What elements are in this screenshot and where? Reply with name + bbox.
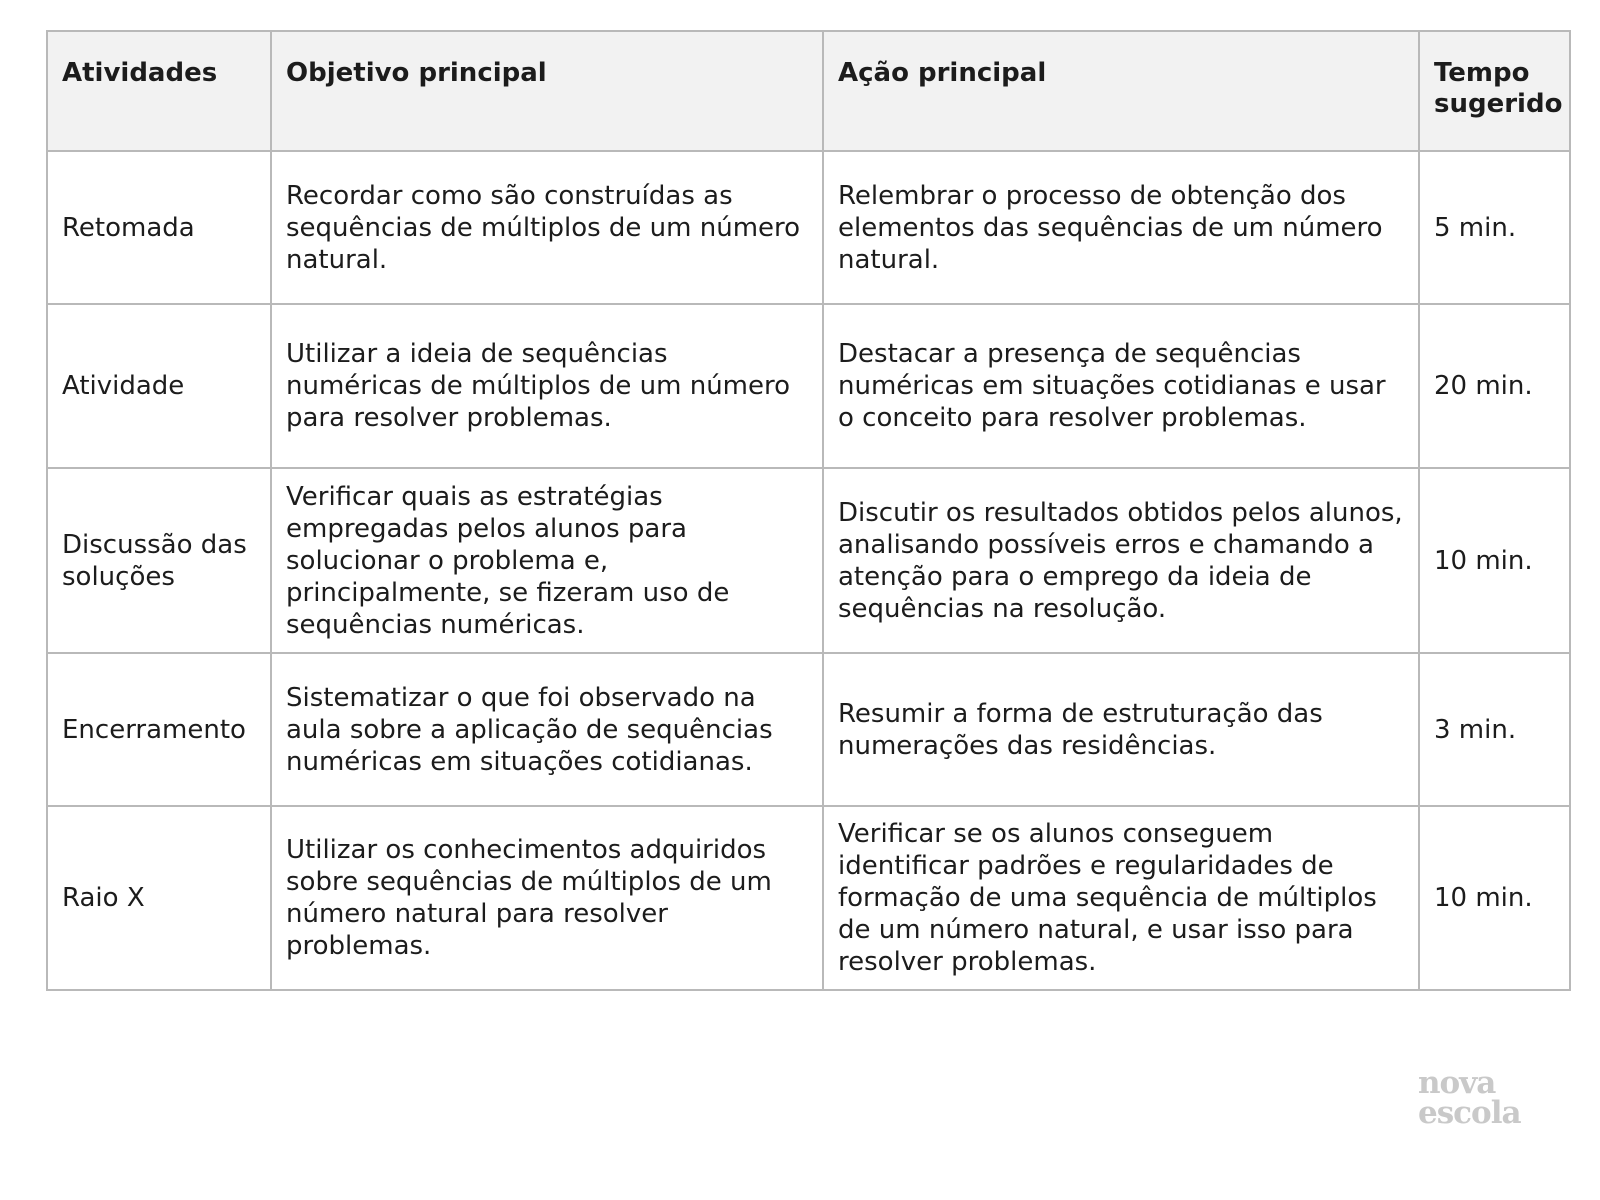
cell-acao: Destacar a presença de sequências numéricas em situações cotidianas e usar o conceito para resolver problemas. bbox=[823, 304, 1419, 468]
table-row bbox=[47, 151, 1570, 304]
cell-objetivo: Verificar quais as estratégias empregadas pelos alunos para solucionar o problema e, principalmente, se fizeram uso de sequências numéricas. bbox=[271, 468, 823, 653]
lesson-plan-table bbox=[46, 30, 1571, 991]
cell-tempo: 3 min. bbox=[1419, 653, 1570, 806]
table-row bbox=[47, 653, 1570, 806]
nova-escola-logo bbox=[1418, 1065, 1538, 1131]
header-tempo-sugerido: Tempo sugerido bbox=[1419, 31, 1570, 151]
cell-tempo: 10 min. bbox=[1419, 468, 1570, 653]
header-objetivo-principal: Objetivo principal bbox=[271, 31, 823, 151]
cell-acao: Resumir a forma de estruturação das numerações das residências. bbox=[823, 653, 1419, 806]
cell-atividade: Raio X bbox=[47, 806, 271, 990]
logo-line-2: escola bbox=[1418, 1095, 1521, 1131]
table-row bbox=[47, 806, 1570, 990]
logo-line-1: nova bbox=[1418, 1065, 1496, 1101]
table-header bbox=[47, 31, 1570, 151]
table-row bbox=[47, 304, 1570, 468]
cell-atividade: Encerramento bbox=[47, 653, 271, 806]
cell-tempo: 20 min. bbox=[1419, 304, 1570, 468]
cell-objetivo: Utilizar os conhecimentos adquiridos sobre sequências de múltiplos de um número natural para resolver problemas. bbox=[271, 806, 823, 990]
cell-acao: Relembrar o processo de obtenção dos elementos das sequências de um número natural. bbox=[823, 151, 1419, 304]
header-atividades: Atividades bbox=[47, 31, 271, 151]
cell-atividade: Atividade bbox=[47, 304, 271, 468]
table-body bbox=[47, 151, 1570, 990]
cell-acao: Discutir os resultados obtidos pelos alunos, analisando possíveis erros e chamando a atenção para o emprego da ideia de sequências na resolução. bbox=[823, 468, 1419, 653]
cell-objetivo: Utilizar a ideia de sequências numéricas de múltiplos de um número para resolver problemas. bbox=[271, 304, 823, 468]
header-acao-principal: Ação principal bbox=[823, 31, 1419, 151]
header-row bbox=[47, 31, 1570, 151]
cell-tempo: 10 min. bbox=[1419, 806, 1570, 990]
cell-acao: Verificar se os alunos conseguem identificar padrões e regularidades de formação de uma sequência de múltiplos de um número natural, e usar isso para resolver problemas. bbox=[823, 806, 1419, 990]
cell-objetivo: Recordar como são construídas as sequências de múltiplos de um número natural. bbox=[271, 151, 823, 304]
cell-atividade: Retomada bbox=[47, 151, 271, 304]
cell-tempo: 5 min. bbox=[1419, 151, 1570, 304]
cell-atividade: Discussão das soluções bbox=[47, 468, 271, 653]
table-row bbox=[47, 468, 1570, 653]
cell-objetivo: Sistematizar o que foi observado na aula sobre a aplicação de sequências numéricas em situações cotidianas. bbox=[271, 653, 823, 806]
